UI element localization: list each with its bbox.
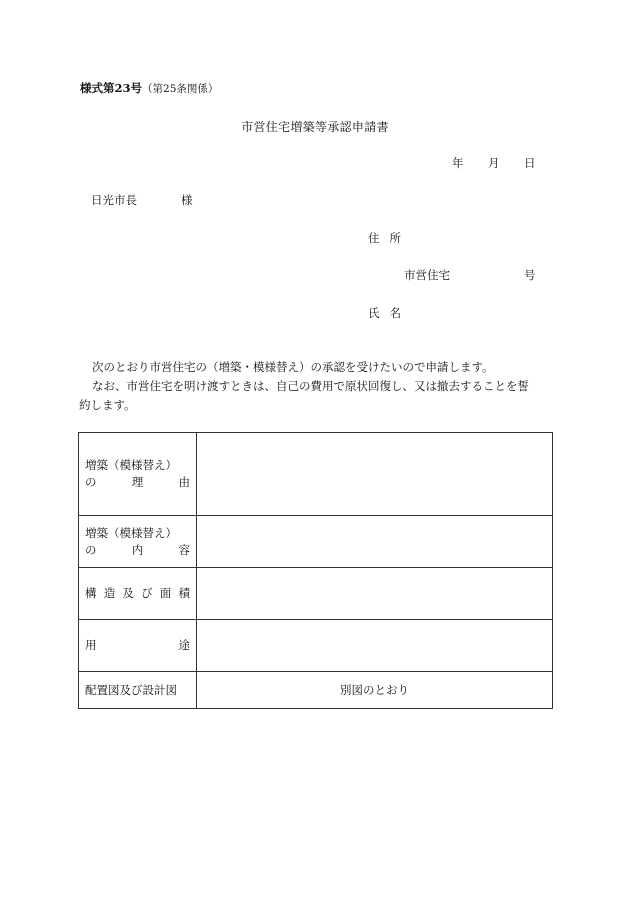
date-day-label: 日 — [524, 156, 536, 170]
structure-label — [79, 568, 197, 620]
content-label-line2 — [85, 542, 190, 559]
content-label-part: 容 — [178, 542, 190, 557]
application-table — [78, 432, 553, 709]
structure-label-char: 構 — [85, 586, 97, 600]
drawings-label: 配置図及び設計図 — [79, 672, 197, 709]
reason-label-line1: 増築（模様替え） — [85, 458, 177, 472]
reason-label — [79, 433, 197, 516]
reason-value[interactable] — [197, 433, 553, 516]
structure-value[interactable] — [197, 568, 553, 620]
body-paragraph-1: 次のとおり市営住宅の（増築・模様替え）の承認を受けたいので申請します。 — [92, 360, 494, 374]
content-label — [79, 516, 197, 568]
date-month-label: 月 — [488, 156, 500, 170]
document-title: 市営住宅増築等承認申請書 — [241, 120, 389, 134]
structure-label-char: 面 — [159, 586, 172, 600]
reason-label-part: 由 — [178, 475, 190, 489]
content-label-part: 内 — [131, 542, 144, 557]
form-number-label: 様式第23号 — [80, 81, 143, 95]
reason-label-line2 — [85, 474, 190, 491]
structure-label-char: 積 — [178, 586, 190, 600]
name-label: 氏名 — [368, 306, 411, 320]
usage-value[interactable] — [197, 620, 553, 672]
content-label-line1: 増築（模様替え） — [85, 525, 177, 540]
table-row-reason — [79, 433, 553, 516]
date-year-label: 年 — [452, 156, 464, 170]
addressee-name: 日光市長 — [91, 193, 137, 207]
usage-label-char: 途 — [178, 638, 190, 652]
content-label-part: の — [85, 542, 97, 557]
housing-label: 市営住宅 — [404, 268, 450, 282]
content-value[interactable] — [197, 516, 553, 568]
table-row-drawings — [79, 672, 553, 709]
table-row-usage — [79, 620, 553, 672]
structure-label-char: び — [141, 586, 153, 600]
structure-label-char: 造 — [103, 586, 116, 600]
form-number — [80, 80, 218, 96]
table-row-structure — [79, 568, 553, 620]
reason-label-part: の — [85, 475, 97, 489]
address-label: 住所 — [368, 231, 411, 245]
addressee — [91, 192, 193, 208]
body-paragraph-2-line-1: なお、市営住宅を明け渡すときは、自己の費用で原状回復し、又は撤去することを誓 — [92, 379, 529, 393]
drawings-value[interactable]: 別図のとおり — [197, 672, 553, 709]
housing-number-suffix: 号 — [524, 268, 536, 282]
form-number-relation: （第25条関係） — [142, 83, 219, 95]
structure-label-char: 及 — [122, 586, 134, 600]
table-row-content — [79, 516, 553, 568]
addressee-honorific: 様 — [181, 193, 193, 207]
body-paragraph-2-line-2: 約します。 — [79, 398, 136, 412]
usage-label — [79, 620, 197, 672]
reason-label-part: 理 — [131, 475, 144, 489]
usage-label-char: 用 — [85, 638, 97, 652]
